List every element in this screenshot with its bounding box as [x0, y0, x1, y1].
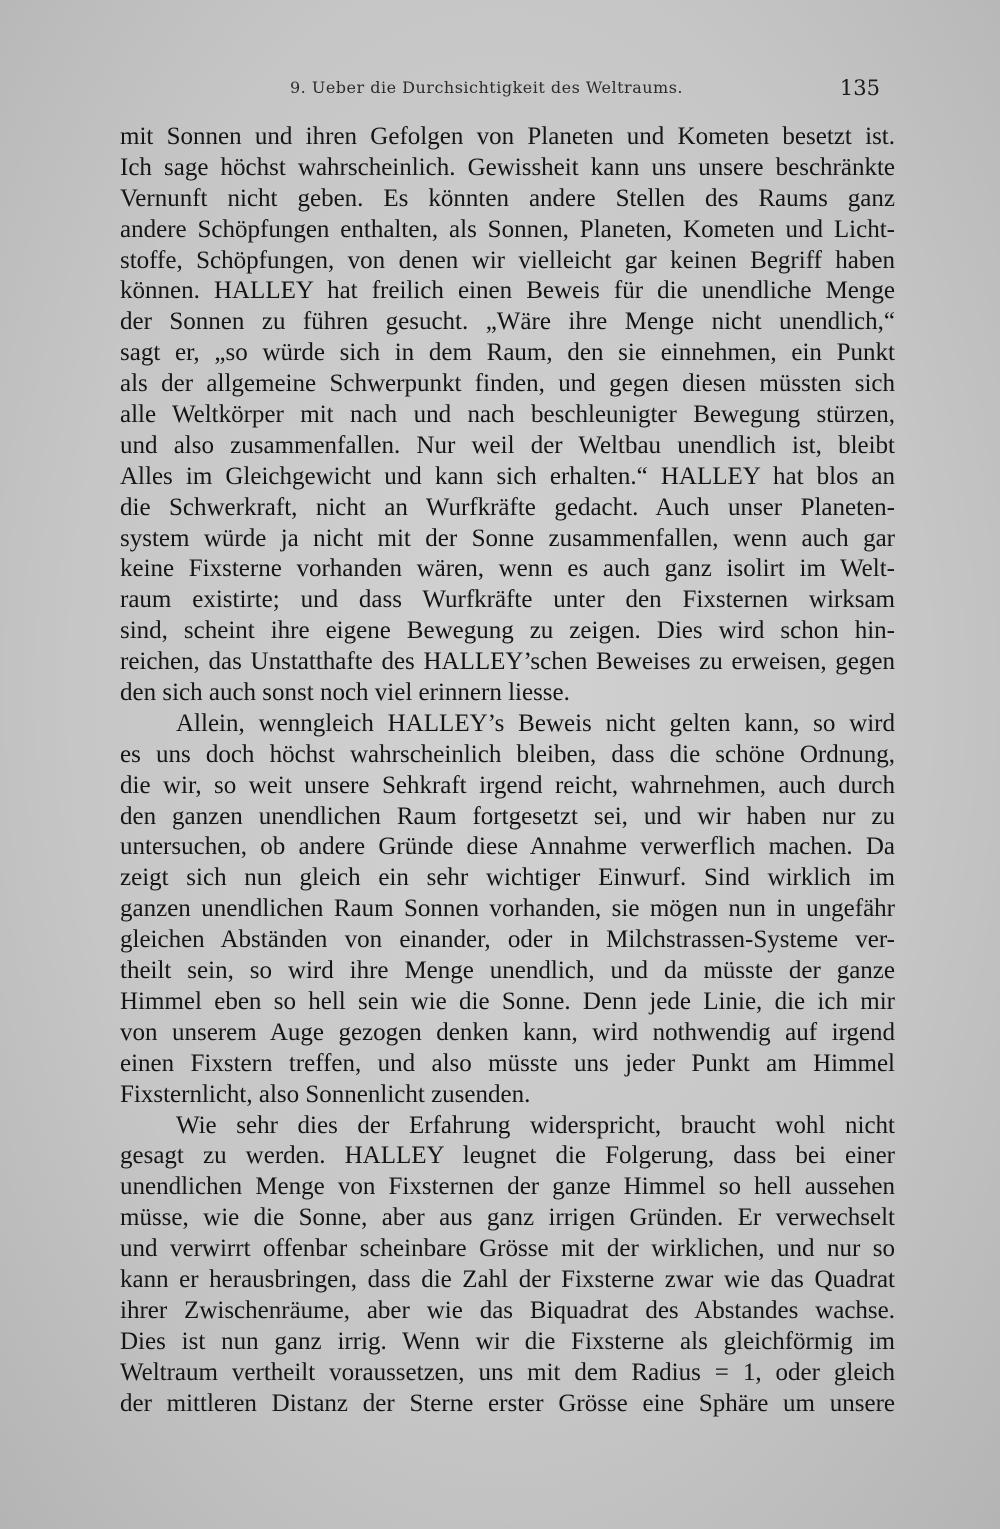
running-title: 9. Ueber die Durchsichtigkeit des Weltraums. — [290, 78, 684, 97]
text-line: Ich sage höchst wahrscheinlich. Gewissheit kann uns unsere beschränkte — [120, 153, 895, 181]
running-head — [290, 76, 880, 102]
text-line: sind, scheint ihre eigene Bewegung zu zeigen. Dies wird schon hin- — [120, 617, 895, 645]
text-line: Vernunft nicht geben. Es könnten andere Stellen des Raums ganz — [120, 184, 895, 212]
text-line: die wir, so weit unsere Sehkraft irgend reicht, wahrnehmen, auch durch — [120, 771, 895, 799]
text-line: andere Schöpfungen enthalten, als Sonnen, Planeten, Kometen und Licht- — [120, 215, 895, 243]
text-line: Alles im Gleichgewicht und kann sich erhalten.“ HALLEY hat blos an — [120, 462, 895, 490]
text-line: gesagt zu werden. HALLEY leugnet die Folgerung, dass bei einer — [120, 1142, 895, 1170]
text-line: stoffe, Schöpfungen, von denen wir vielleicht gar keinen Begriff haben — [120, 246, 895, 274]
text-line: Fixsternlicht, also Sonnenlicht zusenden. — [120, 1080, 531, 1108]
text-line: system würde ja nicht mit der Sonne zusammenfallen, wenn auch gar — [120, 524, 895, 552]
text-line: unendlichen Menge von Fixsternen der ganze Himmel so hell aussehen — [120, 1173, 895, 1201]
text-line: als der allgemeine Schwerpunkt finden, und gegen diesen müssten sich — [120, 370, 895, 398]
text-line: theilt sein, so wird ihre Menge unendlich, und da müsste der ganze — [120, 957, 895, 985]
text-line: einen Fixstern treffen, und also müsste uns jeder Punkt am Himmel — [120, 1049, 895, 1077]
text-line: gleichen Abständen von einander, oder in Milchstrassen-Systeme ver- — [120, 926, 895, 954]
text-line: reichen, das Unstatthafte des HALLEY’schen Beweises zu erweisen, gegen — [120, 648, 895, 676]
text-line: und verwirrt offenbar scheinbare Grösse mit der wirklichen, und nur so — [120, 1235, 895, 1263]
text-line: den ganzen unendlichen Raum fortgesetzt sei, und wir haben nur zu — [120, 802, 895, 830]
text-line: untersuchen, ob andere Gründe diese Annahme verwerflich machen. Da — [120, 833, 895, 861]
text-line: Allein, wenngleich HALLEY’s Beweis nicht gelten kann, so wird — [176, 709, 895, 737]
text-line: und also zusammenfallen. Nur weil der Weltbau unendlich ist, bleibt — [120, 431, 895, 459]
text-line: können. HALLEY hat freilich einen Beweis für die unendliche Menge — [120, 277, 895, 305]
text-line: sagt er, „so würde sich in dem Raum, den sie einnehmen, ein Punkt — [120, 339, 895, 367]
body-text — [120, 122, 895, 1419]
text-line: Himmel eben so hell sein wie die Sonne. Denn jede Linie, die ich mir — [120, 987, 895, 1015]
text-line: Wie sehr dies der Erfahrung widerspricht, braucht wohl nicht — [176, 1111, 895, 1139]
text-line: zeigt sich nun gleich ein sehr wichtiger Einwurf. Sind wirklich im — [120, 864, 895, 892]
text-line: mit Sonnen und ihren Gefolgen von Planeten und Kometen besetzt ist. — [120, 123, 895, 150]
text-line: kann er herausbringen, dass die Zahl der Fixsterne zwar wie das Quadrat — [120, 1265, 895, 1293]
text-line: müsse, wie die Sonne, aber aus ganz irrigen Gründen. Er verwechselt — [120, 1204, 895, 1232]
text-line: es uns doch höchst wahrscheinlich bleiben, dass die schöne Ordnung, — [120, 740, 895, 768]
text-line: die Schwerkraft, nicht an Wurfkräfte gedacht. Auch unser Planeten- — [120, 493, 895, 521]
text-line: raum existirte; und dass Wurfkräfte unter den Fixsternen wirksam — [120, 586, 895, 614]
text-line: Weltraum vertheilt voraussetzen, uns mit dem Radius = 1, oder gleich — [120, 1358, 895, 1386]
text-line: ihrer Zwischenräume, aber wie das Biquadrat des Abstandes wachse. — [120, 1296, 895, 1324]
text-line: den sich auch sonst noch viel erinnern liesse. — [120, 679, 570, 707]
text-line: ganzen unendlichen Raum Sonnen vorhanden, sie mögen nun in ungefähr — [120, 895, 895, 923]
text-line: alle Weltkörper mit nach und nach beschleunigter Bewegung stürzen, — [120, 401, 895, 429]
page-number: 135 — [839, 76, 880, 100]
text-line: der mittleren Distanz der Sterne erster Grösse eine Sphäre um unsere — [120, 1389, 895, 1417]
text-line: Dies ist nun ganz irrig. Wenn wir die Fixsterne als gleichförmig im — [120, 1327, 895, 1355]
text-line: der Sonnen zu führen gesucht. „Wäre ihre Menge nicht unendlich,“ — [120, 308, 895, 336]
text-line: von unserem Auge gezogen denken kann, wird nothwendig auf irgend — [120, 1018, 895, 1046]
text-line: keine Fixsterne vorhanden wären, wenn es auch ganz isolirt im Welt- — [120, 555, 895, 583]
